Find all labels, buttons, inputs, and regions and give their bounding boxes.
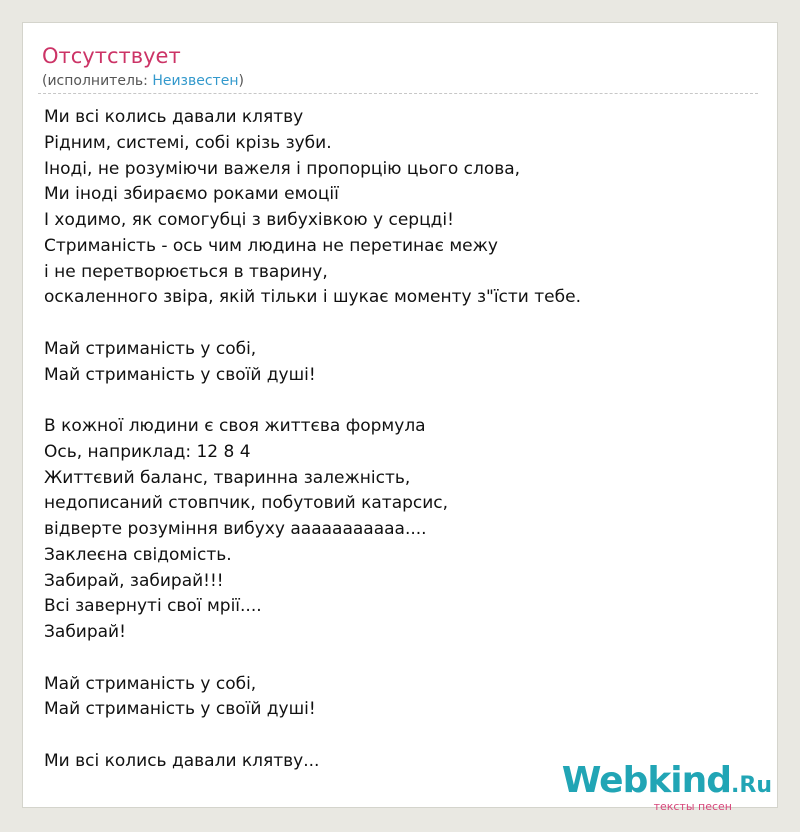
lyric-line: Май стриманість у своїй душі! — [44, 699, 316, 720]
logo-tagline: тексты песен — [653, 800, 732, 813]
divider — [38, 93, 758, 94]
logo-text — [562, 762, 772, 805]
lyric-line: Забирай, забирай!!! — [44, 570, 224, 591]
lyric-line: Май стриманість у собі, — [44, 673, 257, 694]
artist-prefix: (исполнитель: — [42, 73, 153, 89]
logo-main: Webkind — [561, 760, 732, 801]
lyric-blank-line — [44, 388, 744, 414]
logo-tld: .Ru — [731, 773, 772, 798]
lyric-line: і не перетворюється в тварину, — [44, 261, 328, 282]
lyric-line: недописаний стовпчик, побутовий катарсис, — [44, 493, 449, 514]
lyric-line: І ходимо, як сомогубці з вибухівкою у серцді! — [44, 210, 454, 230]
artist-line — [42, 71, 244, 91]
lyric-line: Май стриманість у собі, — [44, 338, 257, 359]
lyrics-block — [44, 105, 744, 775]
lyric-line: оскаленного звіра, якій тільки і шукає моменту з"їсти тебе. — [44, 287, 581, 308]
lyric-line: Ми всі колись давали клятву... — [44, 750, 320, 771]
lyric-line: Іноді, не розуміючи важеля і пропорцію цього слова, — [44, 158, 521, 179]
song-title: Отсутствует — [42, 44, 181, 68]
lyric-blank-line — [44, 311, 744, 337]
lyric-line: Май стриманість у своїй душі! — [44, 364, 316, 385]
artist-link[interactable]: Неизвестен — [152, 73, 239, 89]
lyric-line: В кожної людини є своя життєва формула — [44, 416, 426, 436]
lyric-blank-line — [44, 723, 744, 749]
lyric-line: Ми іноді збираємо роками емоції — [44, 184, 339, 205]
lyric-line: Стриманість - ось чим людина не перетинає межу — [44, 235, 498, 256]
webkind-logo[interactable] — [562, 762, 772, 812]
lyric-line: відверте розуміння вибуху ааааааааааа.... — [44, 519, 427, 539]
lyric-line: Забирай! — [44, 622, 126, 642]
lyric-line: Всі завернуті свої мрії.... — [44, 596, 262, 617]
lyric-line: Ми всі колись давали клятву — [44, 107, 304, 127]
artist-suffix: ) — [238, 73, 244, 89]
lyric-line: Ось, наприклад: 12 8 4 — [44, 441, 251, 462]
lyric-line: Рідним, системі, собі крізь зуби. — [44, 132, 332, 153]
lyric-blank-line — [44, 646, 744, 672]
lyric-line: Життєвий баланс, тваринна залежність, — [44, 467, 411, 488]
lyric-line: Заклеєна свідомість. — [44, 544, 232, 565]
